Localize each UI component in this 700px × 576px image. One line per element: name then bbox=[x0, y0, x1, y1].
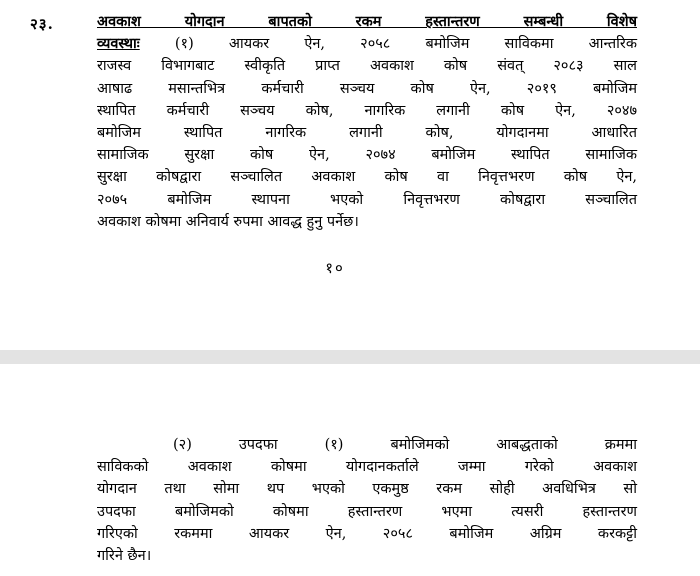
paragraph-line: उपदफा बमोजिमको कोषमा हस्तान्तरण भएमा त्यसरी हस्तान्तरण bbox=[97, 503, 637, 520]
paragraph-line: योगदान तथा सोमा थप भएको एकमुष्ठ रकम सोही अवधिभित्र सो bbox=[97, 481, 637, 498]
paragraph-line: साविकको अवकाश कोषमा योगदानकर्ताले जम्मा गरेको अवकाश bbox=[97, 459, 637, 476]
paragraph-line bbox=[97, 33, 637, 55]
paragraph-line: अवकाश कोषमा अनिवार्य रुपमा आवद्ध हुनु पर्नेछ। bbox=[97, 213, 359, 230]
section-number: २३. bbox=[30, 15, 54, 33]
paragraph-line-text: (१) आयकर ऐन, २०५८ बमोजिम साविकमा आन्तरिक bbox=[139, 36, 637, 53]
paragraph-line: (२) उपदफा (१) बमोजिमको आबद्धताको क्रममा bbox=[173, 437, 637, 453]
paragraph-line: स्थापित कर्मचारी सञ्चय कोष, नागरिक लगानी कोष ऐन, २०४७ bbox=[97, 102, 637, 119]
paragraph-line: गरिने छैन। bbox=[97, 547, 152, 564]
paragraph-line: राजस्व विभागबाट स्वीकृति प्राप्त अवकाश कोष संवत् २०८३ साल bbox=[97, 58, 637, 75]
paragraph-line: सामाजिक सुरक्षा कोष ऐन, २०७४ बमोजिम स्थापित सामाजिक bbox=[97, 147, 637, 164]
subsection-2-text bbox=[97, 434, 637, 567]
paragraph-line: सुरक्षा कोषद्वारा सञ्चालित अवकाश कोष वा निवृत्तभरण कोष ऐन, bbox=[97, 169, 637, 186]
page-separator bbox=[0, 350, 700, 364]
paragraph-line: आषाढ मसान्तभित्र कर्मचारी सञ्चय कोष ऐन, २०१९ बमोजिम bbox=[97, 80, 637, 97]
paragraph-line: बमोजिम स्थापित नागरिक लगानी कोष, योगदानमा आधारित bbox=[97, 124, 637, 141]
page-number: १० bbox=[325, 259, 345, 277]
section-heading: अवकाश योगदान बापतको रकम हस्तान्तरण सम्बन्धी विशेष bbox=[97, 13, 637, 30]
paragraph-line: गरिएको रकममा आयकर ऐन, २०५८ बमोजिम अग्रिम करकट्टी bbox=[97, 525, 637, 542]
paragraph-line: २०७५ बमोजिम स्थापना भएको निवृत्तभरण कोषद्वारा सञ्चालित bbox=[97, 191, 637, 208]
section-23-text bbox=[97, 11, 637, 233]
section-heading-end: व्यवस्थाः bbox=[97, 35, 140, 53]
